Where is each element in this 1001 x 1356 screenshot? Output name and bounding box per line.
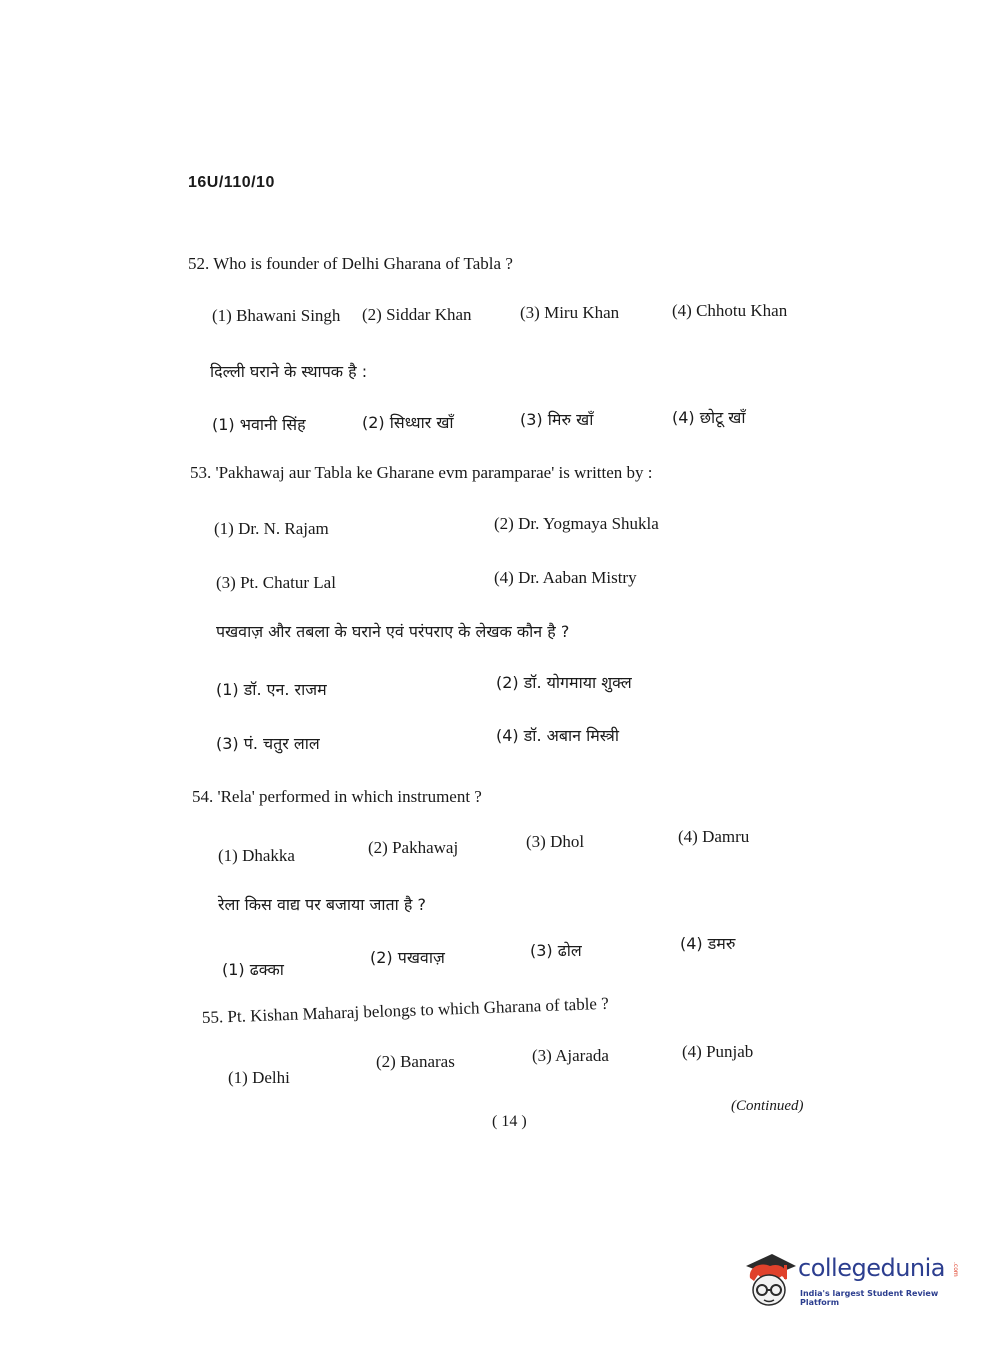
- logo-tagline: India's largest Student Review Platform: [800, 1289, 939, 1307]
- q52-option-2: (2) Siddar Khan: [362, 305, 472, 324]
- page-number: ( 14 ): [492, 1113, 527, 1130]
- q53-option-2: (2) Dr. Yogmaya Shukla: [494, 514, 659, 533]
- q53-hindi-option-3: (3) पं. चतुर लाल: [216, 734, 320, 753]
- question-54-hindi: रेला किस वाद्य पर बजाया जाता है ?: [218, 895, 426, 914]
- q53-hindi-option-2: (2) डॉ. योगमाया शुक्ल: [496, 673, 632, 692]
- q54-option-4: (4) Damru: [678, 827, 750, 846]
- graduate-face-logo-icon: [740, 1248, 798, 1310]
- q52-hindi-option-4: (4) छोटू खाँ: [672, 408, 746, 427]
- logo-brand-name: collegedunia: [798, 1254, 946, 1282]
- question-52-hindi: दिल्ली घराने के स्थापक है :: [210, 362, 368, 381]
- question-53-text: 53. 'Pakhawaj aur Tabla ke Gharane evm paramparae' is written by :: [190, 463, 653, 482]
- q52-hindi-option-3: (3) मिरु खाँ: [520, 410, 594, 429]
- question-55-text: 55. Pt. Kishan Maharaj belongs to which Gharana of table ?: [201, 993, 610, 1027]
- q54-hindi-option-4: (4) डमरु: [680, 934, 736, 953]
- q55-option-1: (1) Delhi: [228, 1068, 290, 1087]
- q55-option-3: (3) Ajarada: [532, 1046, 609, 1065]
- q54-option-3: (3) Dhol: [526, 832, 585, 851]
- q52-hindi-option-1: (1) भवानी सिंह: [212, 415, 306, 434]
- q54-hindi-option-2: (2) पखवाज़: [370, 948, 445, 967]
- q53-option-1: (1) Dr. N. Rajam: [214, 519, 329, 538]
- q53-option-3: (3) Pt. Chatur Lal: [216, 573, 336, 592]
- q55-option-4: (4) Punjab: [682, 1042, 754, 1061]
- q52-option-3: (3) Miru Khan: [520, 303, 620, 322]
- q53-hindi-option-4: (4) डॉ. अबान मिस्त्री: [496, 726, 620, 745]
- q54-option-2: (2) Pakhawaj: [368, 838, 459, 857]
- q54-hindi-option-1: (1) ढक्का: [222, 960, 284, 979]
- question-54-text: 54. 'Rela' performed in which instrument ?: [192, 787, 482, 806]
- q55-option-2: (2) Banaras: [376, 1052, 455, 1071]
- q52-option-1: (1) Bhawani Singh: [212, 306, 341, 325]
- q54-hindi-option-3: (3) ढोल: [530, 941, 582, 960]
- continued-label: (Continued): [731, 1098, 804, 1114]
- q53-hindi-option-1: (1) डॉ. एन. राजम: [216, 680, 327, 699]
- q53-option-4: (4) Dr. Aaban Mistry: [494, 568, 637, 587]
- logo-domain-suffix: .com: [952, 1262, 959, 1277]
- collegedunia-watermark: [740, 1248, 970, 1310]
- q54-option-1: (1) Dhakka: [218, 846, 295, 865]
- question-52-text: 52. Who is founder of Delhi Gharana of Tabla ?: [188, 254, 513, 273]
- q52-hindi-option-2: (2) सिध्धार खाँ: [362, 413, 454, 432]
- q52-option-4: (4) Chhotu Khan: [672, 301, 788, 320]
- paper-code: 16U/110/10: [188, 174, 275, 191]
- question-53-hindi: पखवाज़ और तबला के घराने एवं परंपराए के लेखक कौन है ?: [216, 622, 570, 641]
